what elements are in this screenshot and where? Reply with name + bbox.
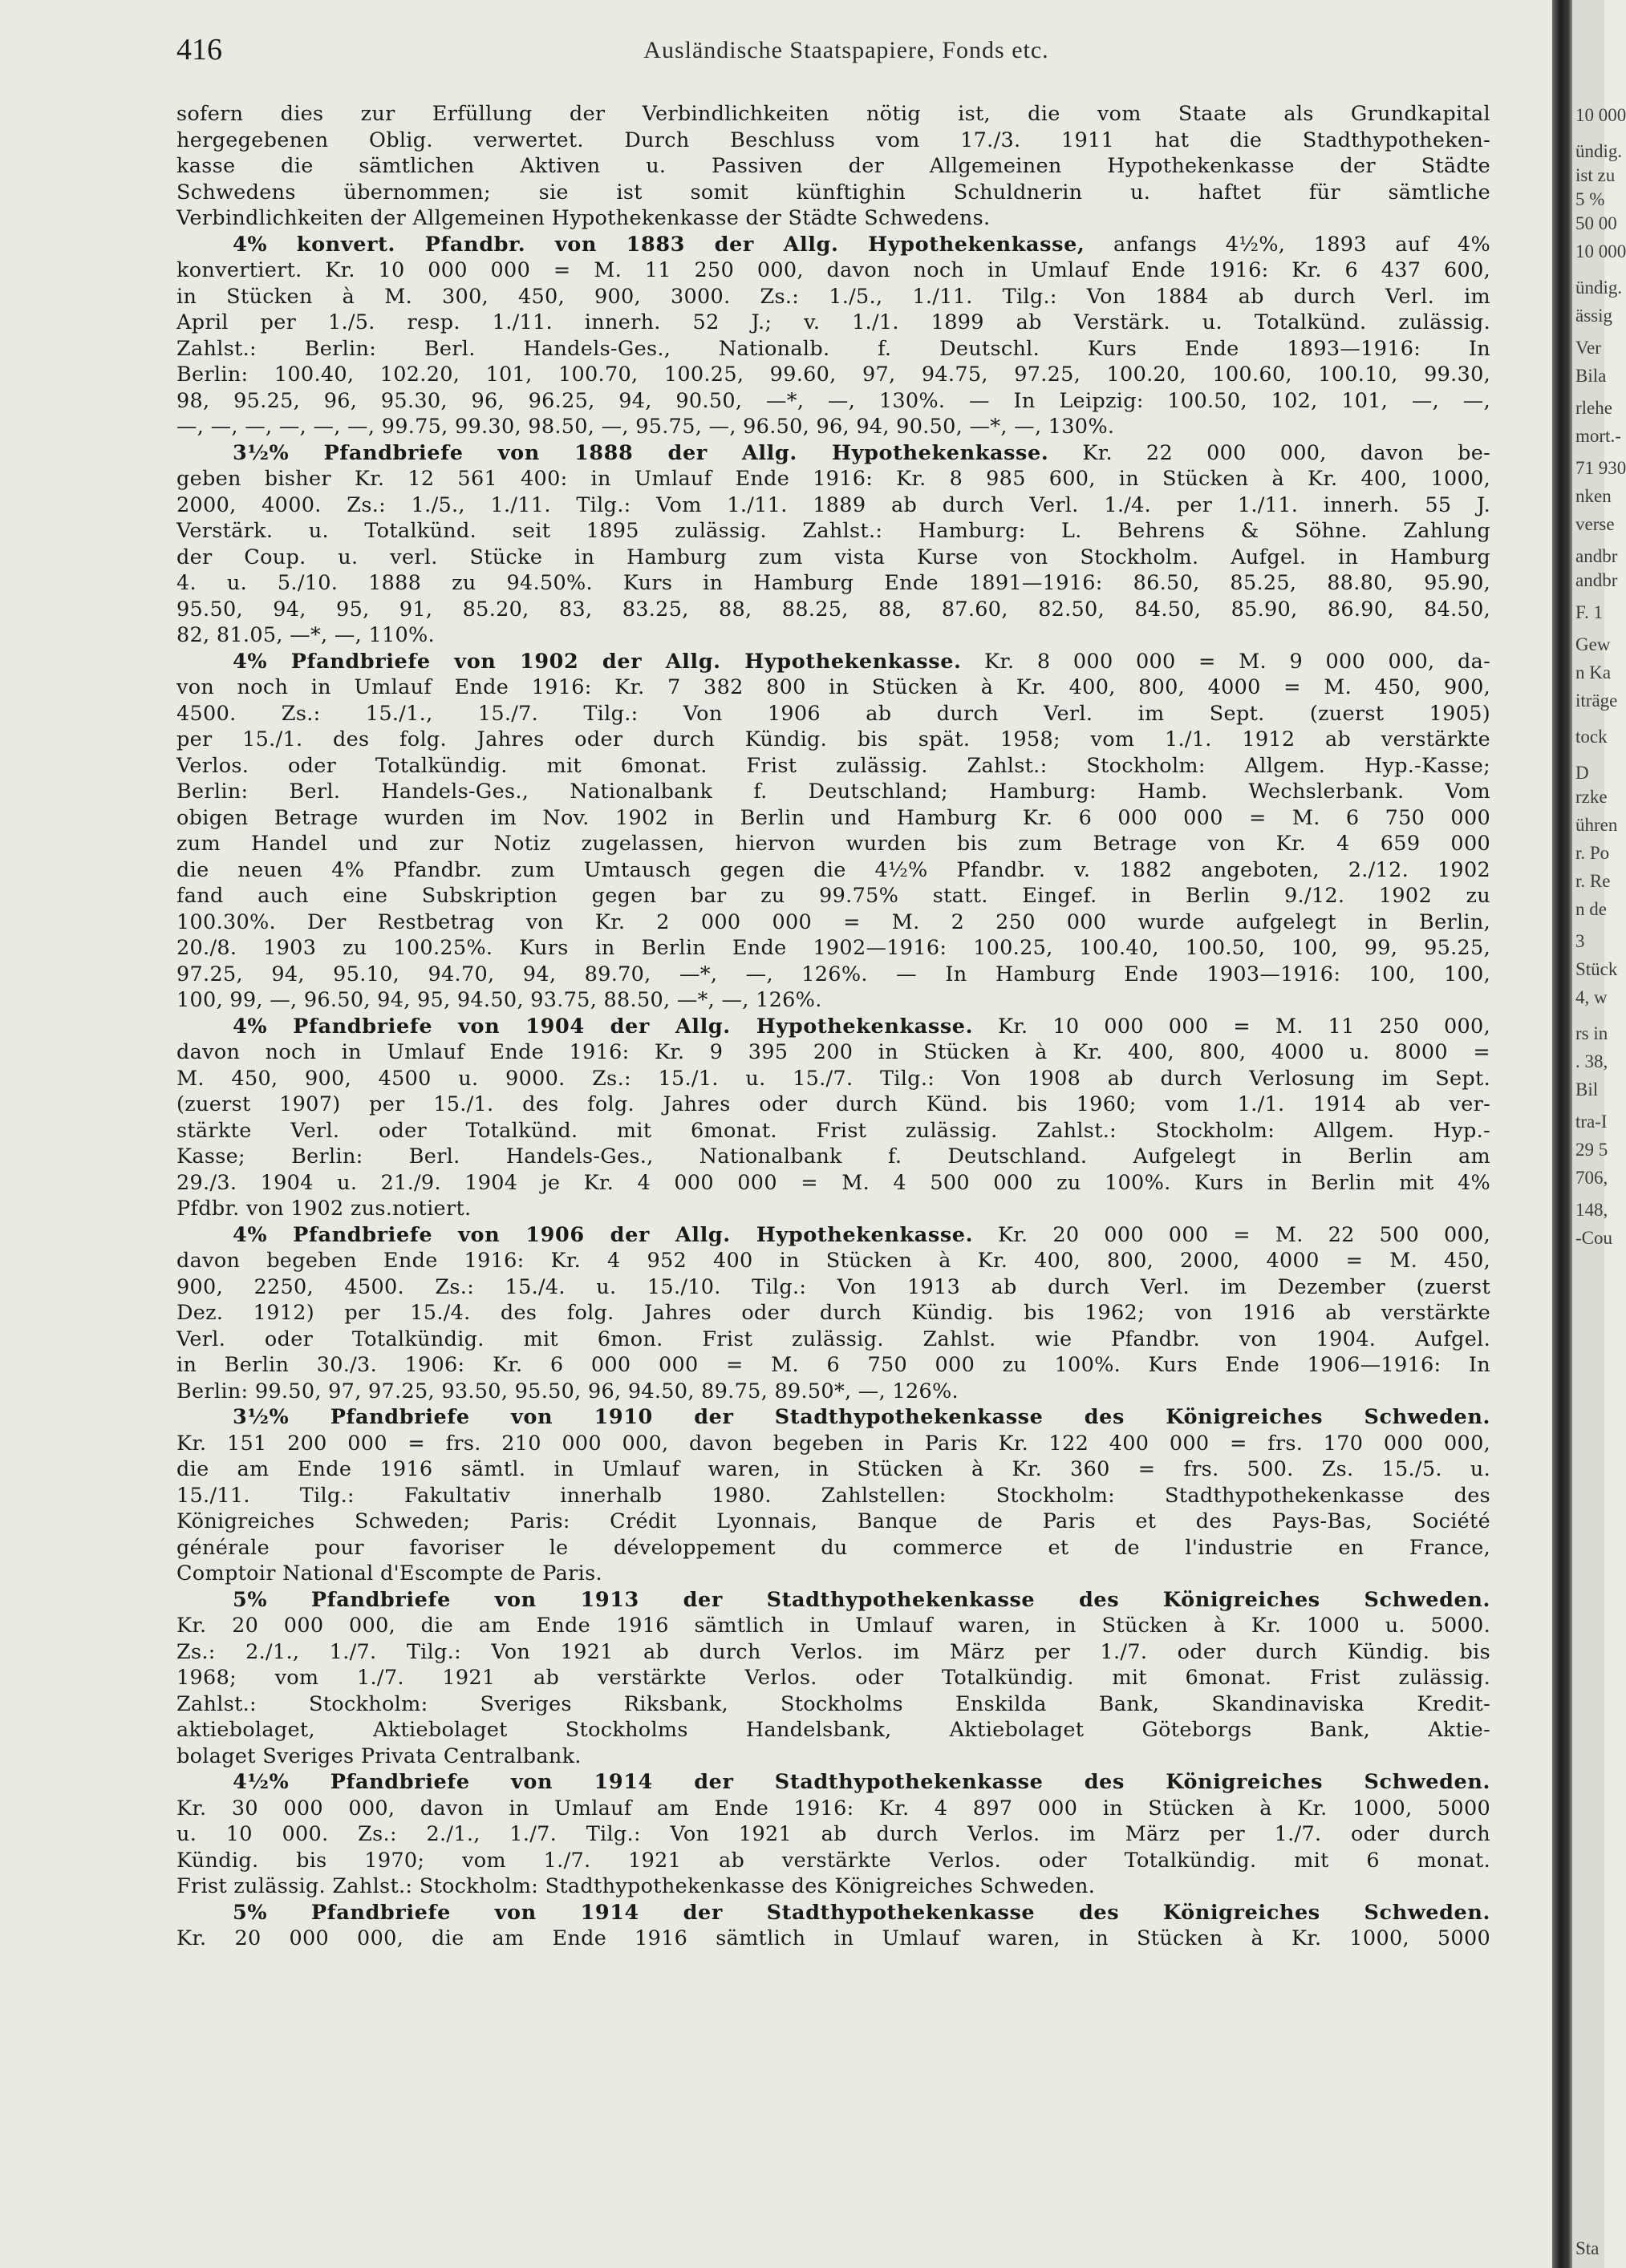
text-line	[176, 857, 1490, 882]
facing-page-fragment: 5 %	[1575, 189, 1605, 209]
facing-page-fragment: r. Re	[1575, 871, 1611, 891]
text-line	[176, 1144, 1490, 1168]
facing-page-fragment: Bil	[1575, 1079, 1599, 1100]
book-gutter	[1552, 0, 1572, 2268]
text-line	[176, 597, 1490, 622]
line-text: Königreiches Schweden; Paris: Crédit Lyonnais, Banque de Paris et des Pays-Bas, Société	[176, 1509, 1490, 1533]
text-line	[176, 1639, 1490, 1664]
line-text: davon begeben Ende 1916: Kr. 4 952 400 in Stücken à Kr. 400, 800, 2000, 4000 = M. 450,	[176, 1249, 1490, 1273]
text-line	[176, 1197, 1490, 1221]
text-line	[176, 1691, 1490, 1716]
text-line	[176, 727, 1490, 751]
line-text: 82, 81.05, —*, —, 110%.	[176, 623, 435, 647]
text-line	[176, 1170, 1490, 1195]
text-line	[176, 962, 1490, 986]
line-text: Kasse; Berlin: Berl. Handels-Ges., Nationalbank f. Deutschland. Aufgelegt in Berlin am	[176, 1144, 1490, 1168]
facing-page-fragment: r. Po	[1575, 843, 1610, 863]
entry-heading-line	[176, 1587, 1490, 1612]
facing-page-fragment: 148,	[1575, 1200, 1608, 1220]
line-text: in Berlin 30./3. 1906: Kr. 6 000 000 = M. 6 750 000 zu 100%. Kurs Ende 1906—1916: In	[176, 1353, 1490, 1377]
text-line	[176, 1666, 1490, 1690]
text-line	[176, 1561, 1490, 1586]
line-text: sofern dies zur Erfüllung der Verbindlichkeiten nötig ist, die vom Staate als Grundkapital	[176, 102, 1490, 126]
text-line	[176, 336, 1490, 361]
entry-title: 3½% Pfandbriefe von 1888 der Allg. Hypothekenkasse.	[233, 440, 1049, 465]
text-line	[176, 1066, 1490, 1091]
text-line	[176, 938, 1490, 958]
text-line	[176, 1822, 1490, 1846]
line-text: Kr. 20 000 000 = M. 22 500 000,	[973, 1222, 1490, 1247]
text-line	[176, 675, 1490, 699]
entry-title: 5% Pfandbriefe von 1913 der Stadthypothekenkasse des Königreiches Schweden.	[233, 1587, 1490, 1612]
line-text: Verlos. oder Totalkündig. mit 6monat. Frist zulässig. Zahlst.: Stockholm: Allgem. Hyp.-Kasse;	[176, 753, 1490, 778]
line-text: Kr. 10 000 000 = M. 11 250 000,	[973, 1014, 1490, 1039]
facing-page-fragment: iträge	[1575, 691, 1618, 711]
line-text: aktiebolaget, Aktiebolaget Stockholms Handelsbank, Aktiebolaget Göteborgs Bank, Aktie-	[176, 1718, 1490, 1742]
text-line	[176, 1614, 1490, 1638]
text-line	[176, 1796, 1490, 1820]
facing-page-fragment: Bila	[1575, 366, 1607, 386]
running-title: Ausländische Staatspapiere, Fonds etc.	[643, 37, 1049, 63]
text-line	[176, 884, 1490, 908]
line-text: 98, 95.25, 96, 95.30, 96, 96.25, 94, 90.50, —*, —, 130%. — In Leipzig: 100.50, 102, 101, —, —,	[176, 388, 1490, 413]
entry-title: 4½% Pfandbriefe von 1914 der Stadthypothekenkasse des Königreiches Schweden.	[233, 1770, 1490, 1794]
text-line	[176, 1431, 1490, 1456]
facing-page-fragment: ündig.	[1575, 277, 1623, 298]
line-text: 100, 99, —, 96.50, 94, 95, 94.50, 93.75, 88.50, —*, —, 126%.	[176, 988, 822, 1012]
line-text: stärkte Verl. oder Totalkünd. mit 6monat. Frist zulässig. Zahlst.: Stockholm: Allgem. Hyp.-	[176, 1118, 1490, 1143]
line-text: Zahlst.: Stockholm: Sveriges Riksbank, Stockholms Enskilda Bank, Skandinaviska Kredit-	[176, 1691, 1490, 1716]
line-text: April per 1./5. resp. 1./11. innerh. 52 J.; v. 1./1. 1899 ab Verstärk. u. Totalkünd. zulässig.	[176, 310, 1490, 334]
line-text: 100.30%. Der Restbetrag von Kr. 2 000 000 = M. 2 250 000 wurde aufgelegt in Berlin,	[176, 909, 1490, 934]
facing-page-fragment: F. 1	[1575, 602, 1603, 622]
line-text: 15./11. Tilg.: Fakultativ innerhalb 1980. Zahlstellen: Stockholm: Stadthypothekenkasse des	[176, 1483, 1490, 1508]
facing-page-fragment: rs in	[1575, 1023, 1608, 1043]
facing-page-fragment: 3	[1575, 931, 1585, 951]
line-text: 4. u. 5./10. 1888 zu 94.50%. Kurs in Hamburg Ende 1891—1916: 86.50, 85.25, 88.80, 95.90,	[176, 571, 1490, 595]
line-text: 29./3. 1904 u. 21./9. 1904 je Kr. 4 000 000 = M. 4 500 000 zu 100%. Kurs in Berlin mit 4%	[176, 1170, 1490, 1195]
text-line	[176, 780, 1490, 804]
text-body	[176, 104, 1490, 1955]
line-text: die neuen 4% Pfandbr. zum Umtausch gegen die 4½% Pfandbr. v. 1882 angeboten, 2./12. 1902	[176, 857, 1490, 882]
text-line	[176, 545, 1490, 569]
facing-page-fragment: ist zu	[1575, 165, 1616, 185]
text-line	[176, 362, 1490, 387]
entry-heading-line	[176, 232, 1490, 257]
line-text: Kr. 30 000 000, davon in Umlauf am Ende 1916: Kr. 4 897 000 in Stücken à Kr. 1000, 5000	[176, 1796, 1490, 1820]
line-text: obigen Betrage wurden im Nov. 1902 in Berlin und Hamburg Kr. 6 000 000 = M. 6 750 000	[176, 805, 1490, 830]
facing-page-fragment: nken	[1575, 486, 1612, 506]
text-line	[176, 1535, 1490, 1560]
line-text: konvertiert. Kr. 10 000 000 = M. 11 250 000, davon noch in Umlauf Ende 1916: Kr. 6 437 600,	[176, 258, 1490, 282]
facing-page-fragment: verse	[1575, 514, 1615, 534]
line-text: geben bisher Kr. 12 561 400: in Umlauf Ende 1916: Kr. 8 985 600, in Stücken à Kr. 400, 1000,	[176, 467, 1490, 491]
entry-heading-line	[176, 1900, 1490, 1925]
text-line	[176, 1274, 1490, 1299]
line-text: zum Handel und zur Notiz zugelassen, hiervon wurden bis zum Betrage von Kr. 4 659 000	[176, 832, 1490, 856]
line-text: bolaget Sveriges Privata Centralbank.	[176, 1744, 582, 1768]
line-text: Berlin: Berl. Handels-Ges., Nationalbank f. Deutschland; Hamburg: Hamb. Wechslerbank. Vom	[176, 780, 1490, 804]
text-line	[176, 1355, 1490, 1375]
entry-heading-line	[176, 1014, 1490, 1039]
facing-page-fragment: 71 930	[1575, 458, 1626, 478]
line-text: per 15./1. des folg. Jahres oder durch Kündig. bis spät. 1958; vom 1./1. 1912 ab verstärkte	[176, 727, 1490, 751]
entry-title: 4% Pfandbriefe von 1902 der Allg. Hypothekenkasse.	[233, 649, 962, 674]
facing-page-fragment: ündig.	[1575, 141, 1623, 161]
line-text: Kr. 22 000 000, davon be-	[1048, 440, 1490, 465]
text-line	[176, 573, 1490, 593]
text-line	[176, 623, 1490, 647]
facing-page-fragment: Stück	[1575, 959, 1618, 979]
entry-title: 5% Pfandbriefe von 1914 der Stadthypothekenkasse des Königreiches Schweden.	[233, 1900, 1490, 1925]
line-text: Pfdbr. von 1902 zus.notiert.	[176, 1197, 472, 1221]
text-line	[176, 1509, 1490, 1533]
entry-title: 4% Pfandbriefe von 1906 der Allg. Hypothekenkasse.	[233, 1222, 974, 1247]
facing-page-fragment: 706,	[1575, 1168, 1608, 1188]
line-text: Schwedens übernommen; sie ist somit künftighin Schuldnerin u. haftet für sämtliche	[176, 180, 1490, 205]
page-number: 416	[176, 33, 222, 67]
facing-page-fragment: rlehe	[1575, 398, 1612, 418]
text-line	[176, 1326, 1490, 1351]
line-text: hergegebenen Oblig. verwertet. Durch Beschluss vom 17./3. 1911 hat die Stadthypotheken-	[176, 128, 1490, 152]
text-line	[176, 388, 1490, 413]
entry-heading-line	[176, 1222, 1490, 1247]
text-line	[176, 1483, 1490, 1508]
text-line	[176, 206, 1490, 230]
line-text: u. 10 000. Zs.: 2./1., 1./7. Tilg.: Von 1921 ab durch Verlos. im März per 1./7. oder durch	[176, 1822, 1490, 1846]
text-line	[176, 1092, 1490, 1116]
line-text: 95.50, 94, 95, 91, 85.20, 83, 83.25, 88, 88.25, 88, 87.60, 82.50, 84.50, 85.90, 86.90, 84.50,	[176, 597, 1490, 622]
line-text: 900, 2250, 4500. Zs.: 15./4. u. 15./10. Tilg.: Von 1913 ab durch Verl. im Dezember (zuerst	[176, 1274, 1490, 1299]
facing-page-fragment: 29 5	[1575, 1140, 1608, 1160]
line-text: 4500. Zs.: 15./1., 15./7. Tilg.: Von 1906 ab durch Verl. im Sept. (zuerst 1905)	[176, 701, 1490, 726]
text-line	[176, 1301, 1490, 1325]
facing-page-fragment: mort.-	[1575, 426, 1621, 446]
entry-heading-line	[176, 1407, 1490, 1427]
line-text: die am Ende 1916 sämtl. in Umlauf waren, in Stücken à Kr. 360 = frs. 500. Zs. 15./5. u.	[176, 1457, 1490, 1481]
line-text: Kündig. bis 1970; vom 1./7. 1921 ab verstärkte Verlos. oder Totalkündig. mit 6 monat.	[176, 1848, 1490, 1873]
line-text: Verstärk. u. Totalkünd. seit 1895 zulässig. Zahlst.: Hamburg: L. Behrens & Söhne. Zahlung	[176, 519, 1490, 543]
line-text: Kr. 151 200 000 = frs. 210 000 000, davon begeben in Paris Kr. 122 400 000 = frs. 170 000 000,	[176, 1431, 1490, 1456]
entry-heading-line	[176, 1772, 1490, 1792]
line-text: Kr. 8 000 000 = M. 9 000 000, da-	[961, 649, 1490, 674]
line-text: Comptoir National d'Escompte de Paris.	[176, 1561, 602, 1586]
facing-page-fragment: andbr	[1575, 570, 1618, 590]
line-text: M. 450, 900, 4500 u. 9000. Zs.: 15./1. u. 15./7. Tilg.: Von 1908 ab durch Verlosung im Sept.	[176, 1066, 1490, 1091]
facing-page-fragment: 50 00	[1575, 213, 1617, 233]
facing-page-fragment: Sta	[1575, 2238, 1600, 2258]
text-line	[176, 521, 1490, 541]
text-line	[176, 1926, 1490, 1950]
line-text: 1968; vom 1./7. 1921 ab verstärkte Verlos. oder Totalkündig. mit 6monat. Frist zulässig.	[176, 1666, 1490, 1690]
facing-page-fragment: 4, w	[1575, 987, 1608, 1007]
text-line	[176, 310, 1490, 334]
line-text: 2000, 4000. Zs.: 1./5., 1./11. Tilg.: Vom 1./11. 1889 ab durch Verl. 1./4. per 1./11. innerh. 55 J.	[176, 492, 1490, 517]
text-line	[176, 1249, 1490, 1273]
line-text: Zahlst.: Berlin: Berl. Handels-Ges., Nationalb. f. Deutschl. Kurs Ende 1893—1916: In	[176, 336, 1490, 361]
line-text: 97.25, 94, 95.10, 94.70, 94, 89.70, —*, —, 126%. — In Hamburg Ende 1903—1916: 100, 100,	[176, 962, 1490, 986]
text-line	[176, 1118, 1490, 1143]
line-text: 20./8. 1903 zu 100.25%. Kurs in Berlin Ende 1902—1916: 100.25, 100.40, 100.50, 100, 99, 95.25,	[176, 936, 1490, 960]
text-line	[176, 1848, 1490, 1873]
text-line	[176, 1718, 1490, 1742]
entry-heading-line	[176, 440, 1490, 465]
line-text: fand auch eine Subskription gegen bar zu 99.75% statt. Eingef. in Berlin 9./12. 1902 zu	[176, 884, 1490, 908]
text-line	[176, 753, 1490, 778]
entry-heading-line	[176, 649, 1490, 674]
facing-page-fragment: n Ka	[1575, 662, 1612, 682]
text-line	[176, 1457, 1490, 1481]
text-line	[176, 156, 1490, 176]
text-line	[176, 258, 1490, 282]
text-line	[176, 1874, 1490, 1898]
text-line	[176, 832, 1490, 856]
text-line	[176, 990, 1490, 1010]
line-text: in Stücken à M. 300, 450, 900, 3000. Zs.: 1./5., 1./11. Tilg.: Von 1884 ab durch Verl. im	[176, 284, 1490, 309]
facing-page-fragment: n de	[1575, 899, 1607, 919]
text-line	[176, 701, 1490, 726]
entry-title: 4% Pfandbriefe von 1904 der Allg. Hypothekenkasse.	[233, 1014, 974, 1039]
line-text: der Coup. u. verl. Stücke in Hamburg zum vista Kurse von Stockholm. Aufgel. in Hamburg	[176, 545, 1490, 569]
line-text: (zuerst 1907) per 15./1. des folg. Jahres oder durch Künd. bis 1960; vom 1./1. 1914 ab ver-	[176, 1092, 1490, 1116]
facing-page-fragment: 10 000	[1575, 241, 1626, 261]
facing-page-fragment: ühren	[1575, 815, 1618, 835]
facing-page-fragment: tra-I	[1575, 1112, 1608, 1132]
facing-page-fragment: andbr	[1575, 546, 1618, 566]
line-text: Dez. 1912) per 15./4. des folg. Jahres oder durch Kündig. bis 1962; von 1916 ab verstärkte	[176, 1301, 1490, 1325]
line-text: anfangs 4½%, 1893 auf 4%	[1085, 232, 1490, 257]
line-text: Berlin: 99.50, 97, 97.25, 93.50, 95.50, 96, 94.50, 89.75, 89.50*, —, 126%.	[176, 1379, 959, 1403]
text-line	[176, 492, 1490, 517]
line-text: kasse die sämtlichen Aktiven u. Passiven der Allgemeinen Hypothekenkasse der Städte	[176, 154, 1490, 178]
line-text: Kr. 20 000 000, die am Ende 1916 sämtlich in Umlauf waren, in Stücken à Kr. 1000 u. 5000.	[176, 1614, 1490, 1638]
facing-page-fragment: rzke	[1575, 787, 1608, 807]
line-text: Verbindlichkeiten der Allgemeinen Hypothekenkasse der Städte Schwedens.	[176, 206, 991, 230]
line-text: Zs.: 2./1., 1./7. Tilg.: Von 1921 ab durch Verlos. im März per 1./7. oder durch Kündig. bis	[176, 1639, 1490, 1664]
text-line	[176, 284, 1490, 309]
entry-title: 4% konvert. Pfandbr. von 1883 der Allg. Hypothekenkasse,	[233, 232, 1085, 257]
page-header	[176, 32, 1516, 72]
text-line	[176, 128, 1490, 152]
facing-page-fragment: tock	[1575, 727, 1608, 747]
line-text: —, —, —, —, —, —, 99.75, 99.30, 98.50, —, 95.75, —, 96.50, 96, 94, 90.50, —*, —, 130%.	[176, 415, 1115, 439]
text-line	[176, 104, 1490, 124]
text-line	[176, 1744, 1490, 1768]
facing-page-fragment: ässig	[1575, 306, 1612, 326]
facing-page-edge	[1572, 0, 1626, 2268]
entry-title: 3½% Pfandbriefe von 1910 der Stadthypothekenkasse des Königreiches Schweden.	[233, 1405, 1490, 1429]
text-line	[176, 180, 1490, 205]
line-text: Berlin: 100.40, 102.20, 101, 100.70, 100.25, 99.60, 97, 94.75, 97.25, 100.20, 100.60, 100.10, 99.30,	[176, 362, 1490, 387]
facing-page-fragment: 10 000	[1575, 105, 1626, 125]
line-text: générale pour favoriser le développement du commerce et de l'industrie en France,	[176, 1535, 1490, 1560]
text-line	[176, 805, 1490, 830]
facing-page-fragment: -Cou	[1575, 1228, 1612, 1248]
text-line	[176, 467, 1490, 491]
text-line	[176, 1379, 1490, 1403]
facing-page-fragment: Gew	[1575, 634, 1611, 654]
text-line	[176, 1040, 1490, 1064]
text-line	[176, 415, 1490, 439]
text-line	[176, 909, 1490, 934]
line-text: Frist zulässig. Zahlst.: Stockholm: Stadthypothekenkasse des Königreiches Schweden.	[176, 1874, 1096, 1898]
facing-page-fragment: D	[1575, 763, 1589, 783]
line-text: davon noch in Umlauf Ende 1916: Kr. 9 395 200 in Stücken à Kr. 400, 800, 4000 u. 8000 =	[176, 1040, 1490, 1064]
facing-page-fragment: . 38,	[1575, 1051, 1608, 1071]
line-text: von noch in Umlauf Ende 1916: Kr. 7 382 800 in Stücken à Kr. 400, 800, 4000 = M. 450, 900,	[176, 675, 1490, 699]
line-text: Verl. oder Totalkündig. mit 6mon. Frist zulässig. Zahlst. wie Pfandbr. von 1904. Aufgel.	[176, 1326, 1490, 1351]
line-text: Kr. 20 000 000, die am Ende 1916 sämtlich in Umlauf waren, in Stücken à Kr. 1000, 5000	[176, 1926, 1490, 1950]
facing-page-fragment: Ver	[1575, 338, 1601, 358]
